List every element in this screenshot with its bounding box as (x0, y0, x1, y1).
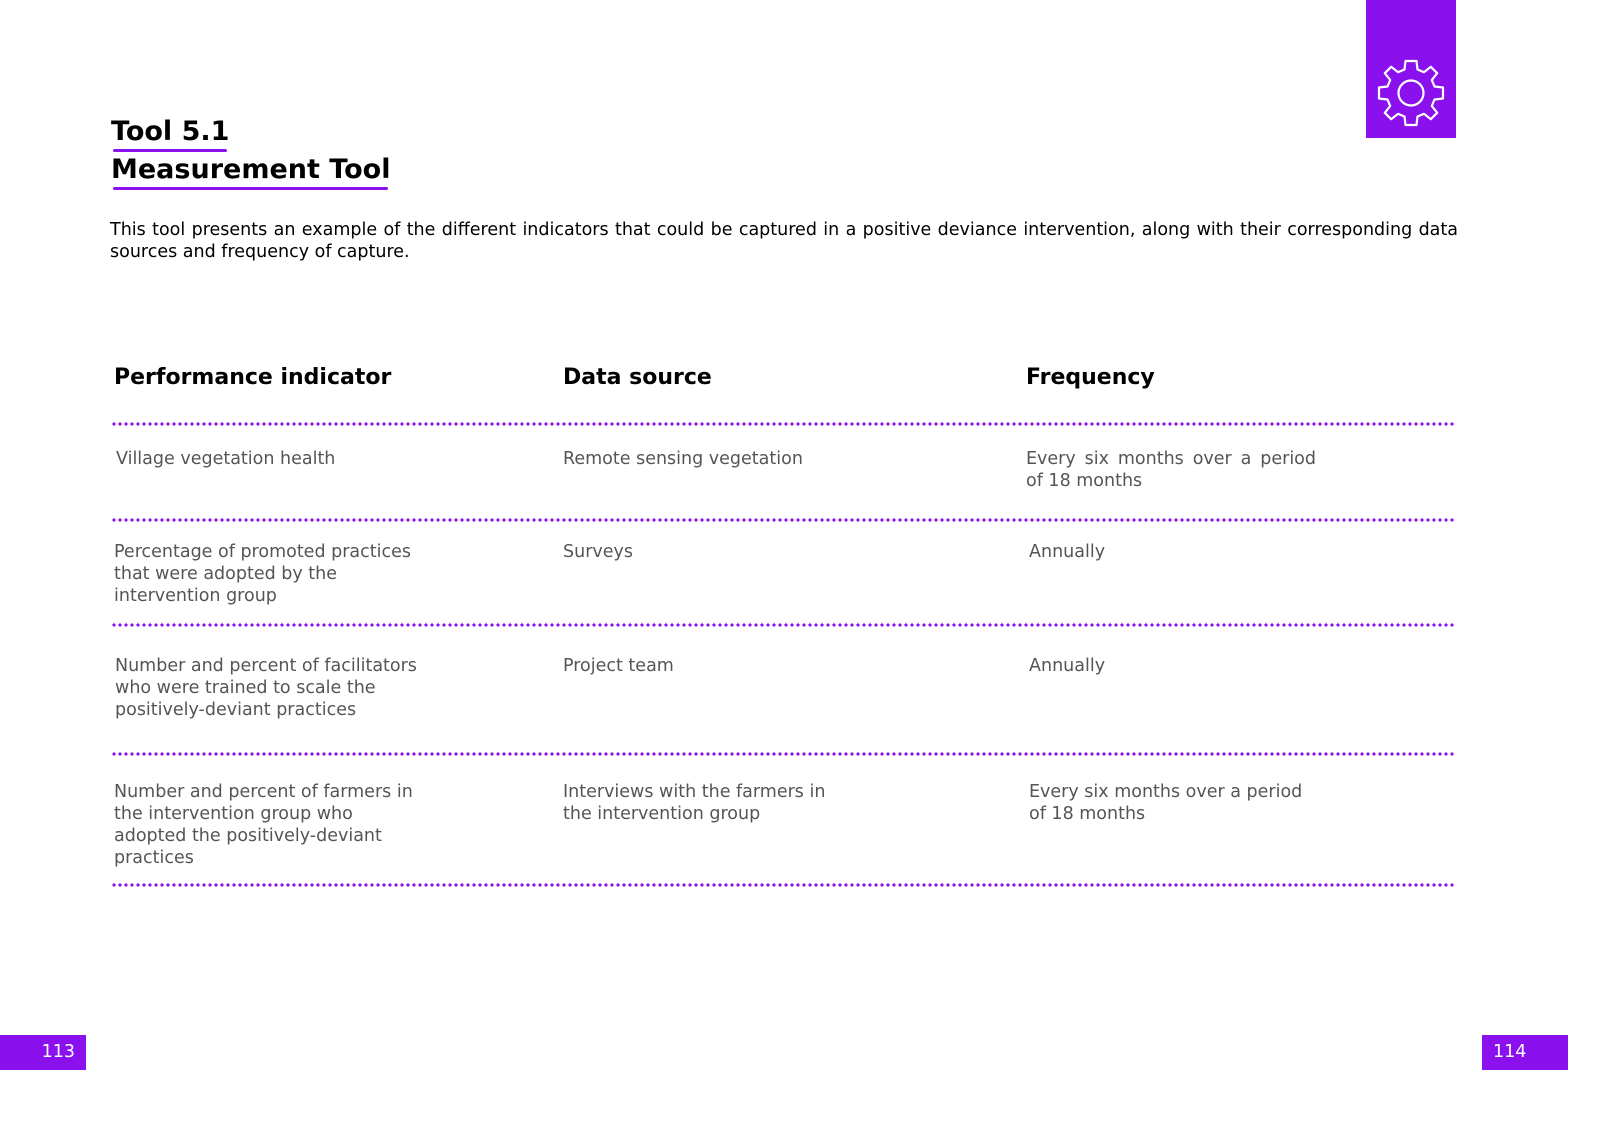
dotted-divider (111, 752, 1456, 756)
indicator-cell: Number and percent of facilitators who were trained to scale the positively-deviant practices (115, 656, 417, 720)
frequency-cell: Annually (1029, 542, 1106, 562)
dotted-divider (111, 422, 1456, 426)
indicator-cell: Village vegetation health (116, 449, 336, 469)
source-cell: Surveys (563, 542, 633, 562)
source-cell: Interviews with the farmers in the intervention group (563, 782, 826, 824)
frequency-cell: Every six months over a period of 18 months (1026, 449, 1316, 491)
intro-paragraph: This tool presents an example of the different indicators that could be captured in a positive deviance intervention, along with their corresponding data sources and frequency of capture. (110, 220, 1458, 262)
frequency-cell: Annually (1029, 656, 1106, 676)
tool-number: Tool 5.1 (111, 114, 229, 152)
column-header-source: Data source (563, 365, 712, 390)
frequency-cell: Every six months over a period of 18 months (1029, 782, 1303, 824)
source-cell: Project team (563, 656, 674, 676)
dotted-divider (111, 883, 1456, 887)
gear-icon (1376, 58, 1446, 128)
indicator-cell: Number and percent of farmers in the intervention group who adopted the positively-deviant practices (114, 782, 413, 868)
page-number-left: 113 (0, 1035, 86, 1070)
source-cell: Remote sensing vegetation (563, 449, 803, 469)
gear-icon-box (1366, 0, 1456, 138)
dotted-divider (111, 623, 1456, 627)
title-block (111, 114, 390, 190)
dotted-divider (111, 518, 1456, 522)
column-header-frequency: Frequency (1026, 365, 1155, 390)
indicator-cell: Percentage of promoted practices that were adopted by the intervention group (114, 542, 411, 606)
page-title: Measurement Tool (111, 152, 390, 190)
column-header-indicator: Performance indicator (114, 365, 392, 390)
page-number-right: 114 (1482, 1035, 1568, 1070)
